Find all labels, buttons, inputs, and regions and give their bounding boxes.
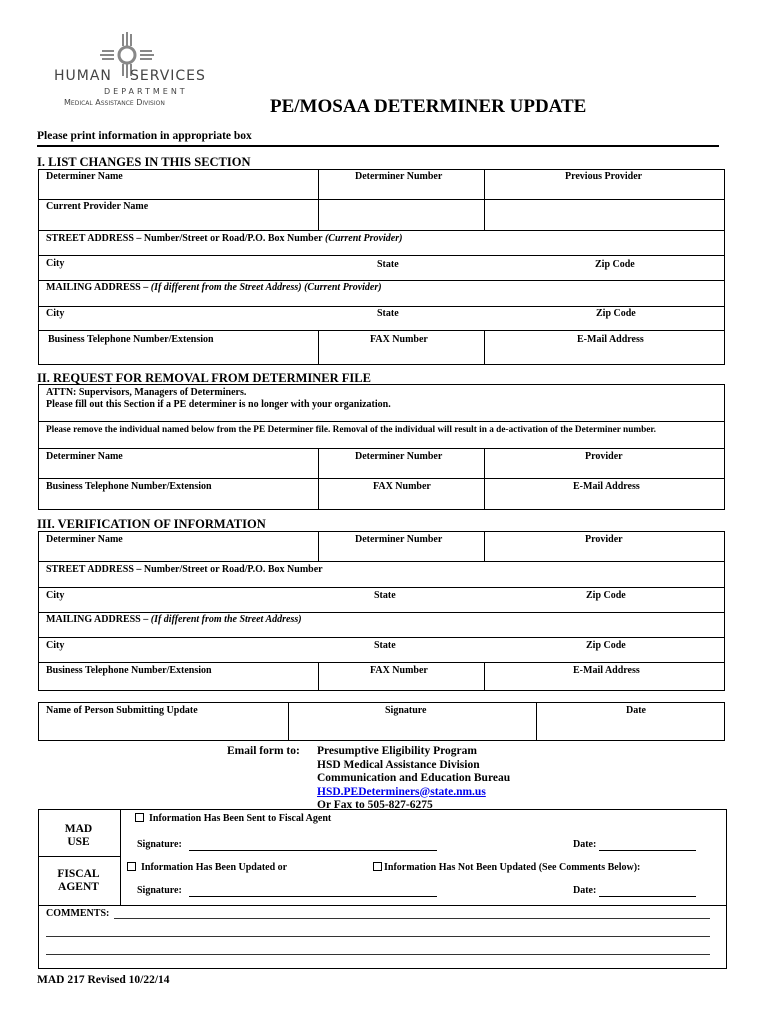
- mad-signature-label: Signature:: [137, 839, 182, 850]
- comments-line-2[interactable]: [46, 936, 710, 937]
- mad-date-label: Date:: [573, 839, 597, 850]
- comments-line-3[interactable]: [46, 954, 710, 955]
- s1-state2-label: State: [377, 308, 399, 319]
- s1-phone-label: Business Telephone Number/Extension: [48, 334, 214, 345]
- comments-label: COMMENTS:: [46, 908, 110, 919]
- s3-email-label: E-Mail Address: [573, 665, 640, 676]
- s3-phone-label: Business Telephone Number/Extension: [46, 665, 212, 676]
- s1-determiner-name-label: Determiner Name: [46, 171, 123, 182]
- s2-remove-notice: Please remove the individual named below from the PE Determiner file. Removal of the individual will result in a de-activation of the Determiner number.: [46, 425, 657, 435]
- s1-mailing-address-label: MAILING ADDRESS – (If different from the Street Address) (Current Provider): [46, 282, 382, 293]
- checkbox-icon: [135, 813, 144, 822]
- fiscal-signature-label: Signature:: [137, 885, 182, 896]
- s1-previous-provider-label: Previous Provider: [565, 171, 643, 182]
- s1-street-address-label: STREET ADDRESS – Number/Street or Road/P.O. Box Number (Current Provider): [46, 233, 403, 244]
- checkbox-icon: [373, 862, 382, 871]
- not-updated-checkbox[interactable]: Information Has Not Been Updated (See Comments Below):: [373, 862, 640, 873]
- submitter-date-label: Date: [626, 705, 646, 716]
- s3-fax-label: FAX Number: [370, 665, 428, 676]
- s3-zip2-label: Zip Code: [586, 640, 626, 651]
- fiscal-signature-line[interactable]: [189, 896, 437, 897]
- sent-to-fiscal-checkbox[interactable]: Information Has Been Sent to Fiscal Agent: [135, 813, 331, 824]
- s3-determiner-number-label: Determiner Number: [355, 534, 443, 545]
- email-link[interactable]: HSD.PEDeterminers@state.nm.us: [317, 785, 486, 798]
- s2-attn-line1: ATTN: Supervisors, Managers of Determiners.: [46, 387, 247, 398]
- email-to-line1: Presumptive Eligibility Program: [317, 745, 477, 757]
- s1-fax-label: FAX Number: [370, 334, 428, 345]
- s1-determiner-number-label: Determiner Number: [355, 171, 443, 182]
- s3-city-label: City: [46, 590, 65, 601]
- mad-use-label: MAD USE: [64, 823, 93, 848]
- s2-determiner-name-label: Determiner Name: [46, 451, 123, 462]
- comments-line-1[interactable]: [114, 918, 710, 919]
- mad-signature-line[interactable]: [189, 850, 437, 851]
- fiscal-date-line[interactable]: [599, 896, 696, 897]
- s2-email-label: E-Mail Address: [573, 481, 640, 492]
- s2-phone-label: Business Telephone Number/Extension: [46, 481, 212, 492]
- fiscal-date-label: Date:: [573, 885, 597, 896]
- section3-heading: III. VERIFICATION OF INFORMATION: [37, 517, 266, 531]
- s3-state-label: State: [374, 590, 396, 601]
- logo-department: DEPARTMENT: [104, 87, 188, 96]
- s3-zip-label: Zip Code: [586, 590, 626, 601]
- s1-city-label: City: [46, 258, 65, 269]
- logo: [50, 30, 210, 110]
- header-rule: [37, 145, 719, 147]
- logo-division: Medical Assistance Division: [64, 98, 165, 107]
- submitter-name-label: Name of Person Submitting Update: [46, 705, 198, 716]
- email-to-block: [317, 745, 510, 813]
- logo-human: HUMAN: [54, 68, 112, 84]
- email-to-label: Email form to:: [227, 745, 300, 757]
- s2-provider-label: Provider: [585, 451, 623, 462]
- s3-provider-label: Provider: [585, 534, 623, 545]
- s1-zip-label: Zip Code: [595, 259, 635, 270]
- submitter-signature-label: Signature: [385, 705, 427, 716]
- updated-checkbox[interactable]: Information Has Been Updated or: [127, 862, 287, 873]
- s2-determiner-number-label: Determiner Number: [355, 451, 443, 462]
- logo-services: SERVICES: [130, 68, 206, 84]
- s3-mailing-address-label: MAILING ADDRESS – (If different from the Street Address): [46, 614, 302, 625]
- section1-heading: I. LIST CHANGES IN THIS SECTION: [37, 155, 251, 169]
- instruction-text: Please print information in appropriate box: [37, 130, 252, 142]
- s2-fax-label: FAX Number: [373, 481, 431, 492]
- s3-city2-label: City: [46, 640, 65, 651]
- s2-attn-line2: Please fill out this Section if a PE determiner is no longer with your organization.: [46, 399, 391, 410]
- fiscal-agent-label: FISCAL AGENT: [57, 868, 100, 893]
- fax-line: Or Fax to 505-827-6275: [317, 799, 433, 811]
- s1-state-label: State: [377, 259, 399, 270]
- s1-city2-label: City: [46, 308, 65, 319]
- email-to-line2: HSD Medical Assistance Division: [317, 758, 480, 771]
- mad-date-line[interactable]: [599, 850, 696, 851]
- checkbox-icon: [127, 862, 136, 871]
- s3-determiner-name-label: Determiner Name: [46, 534, 123, 545]
- s3-state2-label: State: [374, 640, 396, 651]
- s3-street-address-label: STREET ADDRESS – Number/Street or Road/P.O. Box Number: [46, 564, 323, 575]
- page-title: PE/MOSAA DETERMINER UPDATE: [270, 96, 587, 117]
- section2-heading: II. REQUEST FOR REMOVAL FROM DETERMINER FILE: [37, 371, 371, 385]
- email-to-line3: Communication and Education Bureau: [317, 772, 511, 784]
- revision-footer: MAD 217 Revised 10/22/14: [37, 974, 170, 986]
- s1-zip2-label: Zip Code: [596, 308, 636, 319]
- s1-email-label: E-Mail Address: [577, 334, 644, 345]
- s1-current-provider-name-label: Current Provider Name: [46, 201, 149, 212]
